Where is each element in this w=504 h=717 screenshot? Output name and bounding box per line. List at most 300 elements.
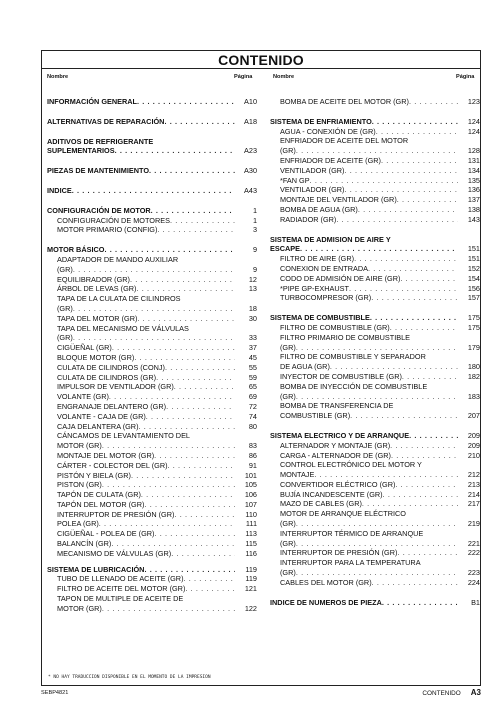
dot-leader <box>144 500 235 510</box>
toc-entry-title: SISTEMA DE ENFRIAMIENTO <box>270 116 372 126</box>
dot-leader <box>371 293 458 303</box>
dot-leader <box>296 568 458 578</box>
toc-entry <box>47 225 257 235</box>
toc-entry-title: MAZO DE CABLES (GR) <box>280 499 362 509</box>
toc-page-number: 134 <box>467 165 480 175</box>
toc-entry <box>47 343 257 353</box>
toc-page-number: 123 <box>467 97 480 106</box>
toc-entry-title: *FAN GP <box>280 175 310 185</box>
column-header-page-right: Página <box>456 74 475 80</box>
toc-entry-title: CABLES DEL MOTOR (GR) <box>280 577 372 587</box>
dot-leader <box>73 333 235 343</box>
toc-entry <box>47 294 257 314</box>
toc-page-number: 151 <box>467 244 480 254</box>
dot-leader <box>137 314 235 324</box>
toc-entry <box>270 499 480 509</box>
toc-entry-title: ENGRANAJE DELANTERO (GR) <box>57 401 167 411</box>
toc-page-number: 59 <box>248 372 257 382</box>
toc-page-number: 224 <box>467 577 480 587</box>
toc-entry-title: VOLANTE - CAJA DE (GR) <box>57 411 146 421</box>
toc-page-number: 110 <box>245 509 257 519</box>
toc-page-number: 179 <box>467 342 480 352</box>
toc-page-number: 106 <box>244 490 257 500</box>
toc-entry <box>270 293 480 303</box>
toc-entry <box>270 156 480 166</box>
dot-leader <box>390 323 458 333</box>
toc-entry <box>270 97 480 107</box>
toc-entry-title: VENTILADOR (GR) <box>280 165 345 175</box>
column-header-name-left: Nombre <box>47 74 69 80</box>
toc-page-number: 131 <box>467 155 480 165</box>
dot-leader <box>397 195 458 205</box>
dot-leader <box>154 451 235 461</box>
dot-leader <box>336 215 458 225</box>
toc-page-number: 12 <box>248 274 257 284</box>
toc-entry-title: CONFIGURACIÓN DE MOTORES <box>57 215 170 225</box>
toc-entry <box>47 422 257 432</box>
toc-page-number: A30 <box>244 166 257 176</box>
toc-page-number: 86 <box>248 450 257 460</box>
toc-entry-title: (GR) <box>57 333 73 343</box>
toc-entry-title: BOMBA DE INYECCIÓN DE COMBUSTIBLE <box>280 381 428 391</box>
toc-entry-title: CULATA DE CILINDROS (GR) <box>57 372 157 382</box>
toc-entry-title: EQUILIBRADOR (GR) <box>57 274 130 284</box>
toc-page-number: 175 <box>467 322 480 332</box>
toc-entry-title: SISTEMA DE COMBUSTIBLE <box>270 313 370 323</box>
toc-page-number: 223 <box>467 568 480 578</box>
dot-leader <box>72 186 235 196</box>
toc-entry-title: ESCAPE <box>270 244 301 254</box>
toc-entry-title: TAPA DE LA CULATA DE CILINDROS <box>57 294 181 304</box>
dot-leader <box>354 254 458 264</box>
toc-entry <box>270 205 480 215</box>
toc-page-number: 30 <box>248 313 257 323</box>
dot-leader <box>157 225 235 235</box>
toc-entry-title: SISTEMA DE LUBRICACIÓN <box>47 564 145 574</box>
dot-leader <box>350 411 458 421</box>
toc-entry <box>47 363 257 373</box>
toc-entry <box>47 324 257 344</box>
toc-entry <box>270 176 480 186</box>
toc-entry-title: CONTROL ELECTRÓNICO DEL MOTOR Y <box>280 460 422 470</box>
toc-page-number: 1 <box>252 215 257 225</box>
toc-page-number: 9 <box>252 264 257 274</box>
toc-entry-title: VOLANTE (GR) <box>57 392 109 402</box>
toc-page-number: 209 <box>467 430 480 440</box>
toc-page-number: 1 <box>252 205 257 215</box>
toc-entry-title: TAPA DEL MECANISMO DE VÁLVULAS <box>57 323 189 333</box>
dot-leader <box>391 451 458 461</box>
toc-page-number: 209 <box>467 440 480 450</box>
toc-entry-title: SUPLEMENTARIOS <box>47 146 115 156</box>
toc-entry <box>47 284 257 294</box>
toc-page-number: 143 <box>467 214 480 224</box>
toc-entry <box>47 451 257 461</box>
toc-page-number: 122 <box>244 603 257 613</box>
toc-entry <box>47 574 257 584</box>
dot-leader <box>146 412 235 422</box>
toc-page-number: 128 <box>467 146 480 156</box>
dot-leader <box>171 549 235 559</box>
toc-page-number: 80 <box>248 421 257 431</box>
toc-entry-title: MOTOR (GR) <box>57 603 102 613</box>
toc-entry-title: CONEXION DE ENTRADA <box>280 263 368 273</box>
dot-leader <box>99 519 235 529</box>
toc-page-number: 157 <box>467 293 480 303</box>
toc-entry <box>47 353 257 363</box>
toc-entry-title: POLEA (GR) <box>57 519 99 529</box>
toc-entry <box>47 584 257 594</box>
toc-page-number: 9 <box>252 245 257 255</box>
toc-entry <box>270 215 480 225</box>
toc-entry-title: SISTEMA ELECTRICO Y DE ARRANQUE <box>270 430 410 440</box>
toc-page-number: 72 <box>248 401 257 411</box>
dot-leader <box>164 117 235 127</box>
toc-entry-title: CIGÜEÑAL - POLEA DE (GR) <box>57 529 155 539</box>
toc-page-number: 152 <box>467 263 480 273</box>
toc-entry-title: CÁRTER - COLECTOR DEL (GR) <box>57 460 168 470</box>
toc-entry-title: CÁNCAMOS DE LEVANTAMIENTO DEL <box>57 431 190 441</box>
toc-entry-title: TURBOCOMPRESOR (GR) <box>280 293 372 303</box>
toc-column-left <box>47 97 257 614</box>
dot-leader <box>296 343 458 353</box>
dot-leader <box>362 499 458 509</box>
toc-entry-title: (GR) <box>280 391 296 401</box>
dot-leader <box>296 539 458 549</box>
toc-page-number: 113 <box>245 529 257 539</box>
toc-entry <box>270 451 480 461</box>
toc-entry <box>270 480 480 490</box>
toc-page-number: B1 <box>471 597 480 607</box>
toc-entry-title: MONTAJE DEL VENTILADOR (GR) <box>280 195 397 205</box>
dot-leader <box>168 461 235 471</box>
dot-leader <box>112 343 235 353</box>
toc-entry <box>270 460 480 480</box>
toc-entry <box>270 529 480 549</box>
dot-leader <box>151 206 235 216</box>
toc-entry <box>270 166 480 176</box>
toc-page-number: 213 <box>467 479 480 489</box>
dot-leader <box>370 313 458 323</box>
toc-entry-title: INYECTOR DE COMBUSTIBLE (GR) <box>280 371 402 381</box>
toc-entry <box>270 323 480 333</box>
toc-entry-title: (GR) <box>280 519 296 529</box>
dot-leader <box>400 274 458 284</box>
toc-entry-title: TAPÓN DE CULATA (GR) <box>57 490 141 500</box>
toc-entry-title: RADIADOR (GR) <box>280 214 337 224</box>
toc-entry <box>47 594 257 614</box>
toc-section-heading <box>270 598 480 608</box>
toc-page-number: 124 <box>467 116 480 126</box>
toc-entry-title: BOMBA DE TRANSFERENCIA DE <box>280 401 394 411</box>
toc-entry <box>270 578 480 588</box>
toc-entry-title: INDICE <box>47 185 72 195</box>
toc-entry-title: FILTRO PRIMARIO DE COMBUSTIBLE <box>280 332 411 342</box>
toc-page-number: 119 <box>245 574 257 584</box>
toc-page-number: 138 <box>467 204 480 214</box>
dot-leader <box>383 490 458 500</box>
toc-entry-title: INTERRUPTOR PARA LA TEMPERATURA <box>280 558 421 568</box>
dot-leader <box>372 117 458 127</box>
dot-leader <box>395 480 458 490</box>
toc-entry-title: MOTOR BÁSICO <box>47 245 105 255</box>
dot-leader <box>368 264 458 274</box>
toc-entry-title: INTERRUPTOR TÉRMICO DE ARRANQUE <box>280 528 424 538</box>
toc-page-number: 156 <box>467 283 480 293</box>
toc-entry-title: INTERRUPTOR DE PRESIÓN (GR) <box>57 509 175 519</box>
dot-leader <box>296 146 458 156</box>
toc-entry-title: ALTERNADOR Y MONTAJE (GR) <box>280 440 391 450</box>
toc-page-number: 136 <box>467 185 480 195</box>
toc-entry-title: ENFRIADOR DE ACEITE DEL MOTOR <box>280 136 409 146</box>
dot-leader <box>130 275 235 285</box>
toc-page-number: 119 <box>245 564 257 574</box>
toc-page-number: 83 <box>248 441 257 451</box>
toc-page-number: 183 <box>467 391 480 401</box>
toc-entry <box>270 254 480 264</box>
toc-page-number: 101 <box>244 470 257 480</box>
dot-leader <box>174 510 235 520</box>
toc-page-number: 107 <box>244 499 257 509</box>
toc-section-heading <box>47 137 257 157</box>
toc-page-number: 121 <box>244 584 257 594</box>
dot-leader <box>111 539 235 549</box>
dot-leader <box>390 441 458 451</box>
toc-page-number: 154 <box>467 273 480 283</box>
toc-entry-title: MECANISMO DE VÁLVULAS (GR) <box>57 548 172 558</box>
toc-entry-title: INFORMACIÓN GENERAL <box>47 97 137 106</box>
toc-entry-title: PIEZAS DE MANTENIMIENTO <box>47 166 150 176</box>
toc-entry-title: SISTEMA DE ADMISION DE AIRE Y <box>270 234 391 244</box>
toc-page-number: 65 <box>248 382 257 392</box>
dot-leader <box>402 372 458 382</box>
dot-leader <box>358 205 458 215</box>
toc-column-right <box>270 97 480 607</box>
toc-entry-title: MONTAJE DEL MOTOR (GR) <box>57 450 155 460</box>
toc-entry-title: BOMBA DE ACEITE DEL MOTOR (GR) <box>280 97 409 106</box>
toc-page-number: 33 <box>248 333 257 343</box>
toc-entry <box>270 136 480 156</box>
toc-entry <box>47 490 257 500</box>
toc-entry-title: PISTON (GR) <box>57 480 102 490</box>
toc-entry <box>270 264 480 274</box>
toc-entry <box>47 471 257 481</box>
toc-entry-title: COMBUSTIBLE (GR) <box>280 411 351 421</box>
toc-entry-title: CONFIGURACIÓN DE MOTOR <box>47 205 151 215</box>
toc-entry <box>270 195 480 205</box>
toc-entry-title: (GR) <box>280 342 296 352</box>
dot-leader <box>382 598 458 608</box>
dot-leader <box>165 363 235 373</box>
toc-page-number: 115 <box>245 539 257 549</box>
toc-entry <box>47 314 257 324</box>
footnote: * NO HAY TRADUCCION DISPONIBLE EN EL MOMENTO DE LA IMPRESION <box>48 675 211 680</box>
toc-entry-title: AGUA - CONEXIÓN DE (GR) <box>280 126 376 136</box>
toc-entry-title: *PIPE GP-EXHAUST <box>280 283 349 293</box>
toc-entry-title: FILTRO DE COMBUSTIBLE (GR) <box>280 322 390 332</box>
dot-leader <box>344 166 458 176</box>
toc-page-number: 151 <box>467 254 480 264</box>
toc-page-number: 74 <box>248 411 257 421</box>
toc-page-number: 207 <box>467 411 480 421</box>
toc-section-heading <box>47 117 257 127</box>
toc-entry-title: BOMBA DE AGUA (GR) <box>280 204 358 214</box>
toc-entry <box>47 402 257 412</box>
toc-entry-title: TAPA DEL MOTOR (GR) <box>57 313 138 323</box>
toc-entry <box>270 274 480 284</box>
toc-entry-title: CARGA - ALTERNADOR DE (GR) <box>280 450 391 460</box>
toc-entry-title: FILTRO DE COMBUSTIBLE Y SEPARADOR <box>280 352 426 362</box>
dot-leader <box>300 244 458 254</box>
toc-entry <box>47 431 257 451</box>
dot-leader <box>115 146 235 156</box>
toc-page-number: 212 <box>467 470 480 480</box>
footer-page-info <box>422 688 481 697</box>
toc-page-number: 221 <box>467 538 480 548</box>
toc-page-number: A10 <box>244 97 257 106</box>
dot-leader <box>397 548 458 558</box>
dot-leader <box>166 402 235 412</box>
dot-leader <box>156 373 235 383</box>
toc-entry <box>270 352 480 372</box>
toc-entry-title: (GR) <box>280 568 296 578</box>
toc-page-number: 69 <box>248 392 257 402</box>
dot-leader <box>310 176 458 186</box>
dot-leader <box>409 97 458 107</box>
dot-leader <box>104 245 235 255</box>
toc-entry <box>47 500 257 510</box>
toc-entry-title: CAJA DELANTERA (GR) <box>57 421 139 431</box>
toc-entry <box>270 441 480 451</box>
toc-entry <box>47 392 257 402</box>
toc-entry <box>270 372 480 382</box>
toc-entry-title: INTERRUPTOR DE PRESIÓN (GR) <box>280 548 398 558</box>
toc-page-number: 105 <box>244 480 257 490</box>
toc-entry-title: BALANCÍN (GR) <box>57 539 112 549</box>
dot-leader <box>139 422 236 432</box>
toc-page-number: 135 <box>467 175 480 185</box>
dot-leader <box>174 382 235 392</box>
toc-entry-title: CODO DE ADMISIÓN DE AIRE (GR) <box>280 273 401 283</box>
page-title: CONTENIDO <box>218 52 304 68</box>
dot-leader <box>102 604 235 614</box>
toc-entry <box>47 549 257 559</box>
toc-entry <box>47 529 257 539</box>
toc-entry-title: BUJÍA INCANDESCENTE (GR) <box>280 489 383 499</box>
toc-page-number: 55 <box>248 362 257 372</box>
toc-section-heading <box>270 313 480 323</box>
toc-section-heading <box>47 245 257 255</box>
toc-section-heading <box>47 186 257 196</box>
toc-entry <box>47 275 257 285</box>
toc-page-number: 210 <box>467 450 480 460</box>
toc-entry-title: ÁRBOL DE LEVAS (GR) <box>57 284 137 294</box>
toc-page-number: 217 <box>467 499 480 509</box>
toc-section-heading <box>270 431 480 441</box>
toc-page-number: A43 <box>244 185 257 195</box>
toc-page-number: 37 <box>248 343 257 353</box>
toc-entry-title: TUBO DE LLENADO DE ACEITE (GR) <box>57 574 184 584</box>
toc-entry-title: MOTOR (GR) <box>57 441 102 451</box>
toc-entry <box>270 284 480 294</box>
toc-entry-title: IMPULSOR DE VENTILADOR (GR) <box>57 382 174 392</box>
toc-entry <box>47 480 257 490</box>
toc-entry <box>47 461 257 471</box>
toc-entry <box>270 490 480 500</box>
toc-entry-title: ALTERNATIVAS DE REPARACIÓN <box>47 116 165 126</box>
toc-entry-title: CONVERTIDOR ELÉCTRICO (GR) <box>280 479 396 489</box>
toc-page-number: 180 <box>467 362 480 372</box>
toc-page-number: 214 <box>467 489 480 499</box>
toc-page-number: 222 <box>467 548 480 558</box>
toc-entry-title: TAPON DE MULTIPLE DE ACEITE DE <box>57 594 184 604</box>
toc-entry-title: ADAPTADOR DE MANDO AUXILIAR <box>57 254 179 264</box>
footer-section: CONTENIDO <box>422 690 461 697</box>
dot-leader <box>144 565 235 575</box>
dot-leader <box>381 156 458 166</box>
dot-leader <box>296 392 458 402</box>
dot-leader <box>73 304 235 314</box>
toc-entry <box>47 216 257 226</box>
dot-leader <box>102 480 235 490</box>
toc-entry <box>270 548 480 558</box>
toc-entry-title: ADITIVOS DE REFRIGERANTE <box>47 136 154 146</box>
toc-section-heading <box>270 235 480 255</box>
dot-leader <box>137 97 235 107</box>
toc-entry <box>270 127 480 137</box>
dot-leader <box>372 578 458 588</box>
dot-leader <box>349 284 458 294</box>
toc-entry-title: VENTILADOR (GR) <box>280 185 345 195</box>
dot-leader <box>185 584 235 594</box>
toc-entry <box>270 509 480 529</box>
dot-leader <box>141 490 235 500</box>
dot-leader <box>131 471 235 481</box>
footer-page-number: A3 <box>470 688 481 697</box>
toc-page-number: 111 <box>245 519 257 529</box>
title-divider <box>41 68 481 69</box>
dot-leader <box>409 431 458 441</box>
toc-entry-title: FILTRO DE ACEITE DEL MOTOR (GR) <box>57 584 186 594</box>
toc-entry <box>47 412 257 422</box>
toc-entry <box>270 185 480 195</box>
footer-doc-id: SEBP4821 <box>41 690 69 696</box>
dot-leader <box>184 574 235 584</box>
toc-entry-title: DE AGUA (GR) <box>280 362 330 372</box>
dot-leader <box>134 353 235 363</box>
toc-entry <box>47 539 257 549</box>
toc-entry <box>270 382 480 402</box>
toc-section-heading <box>270 117 480 127</box>
toc-page-number: A23 <box>244 146 257 156</box>
toc-section-heading <box>47 97 257 107</box>
dot-leader <box>73 265 235 275</box>
toc-entry <box>270 558 480 578</box>
toc-page-number: 18 <box>248 303 257 313</box>
column-header-name-right: Nombre <box>273 74 295 80</box>
toc-entry <box>47 382 257 392</box>
toc-section-heading <box>47 206 257 216</box>
toc-entry-title: MOTOR DE ARRANQUE ELÉCTRICO <box>280 509 406 519</box>
toc-page-number: 116 <box>245 548 257 558</box>
toc-entry-title: (GR) <box>280 146 296 156</box>
toc-section-heading <box>47 166 257 176</box>
toc-entry-title: CIGÜEÑAL (GR) <box>57 343 112 353</box>
dot-leader <box>170 216 235 226</box>
toc-section-heading <box>47 565 257 575</box>
dot-leader <box>149 166 235 176</box>
column-header-page-left: Página <box>234 74 253 80</box>
